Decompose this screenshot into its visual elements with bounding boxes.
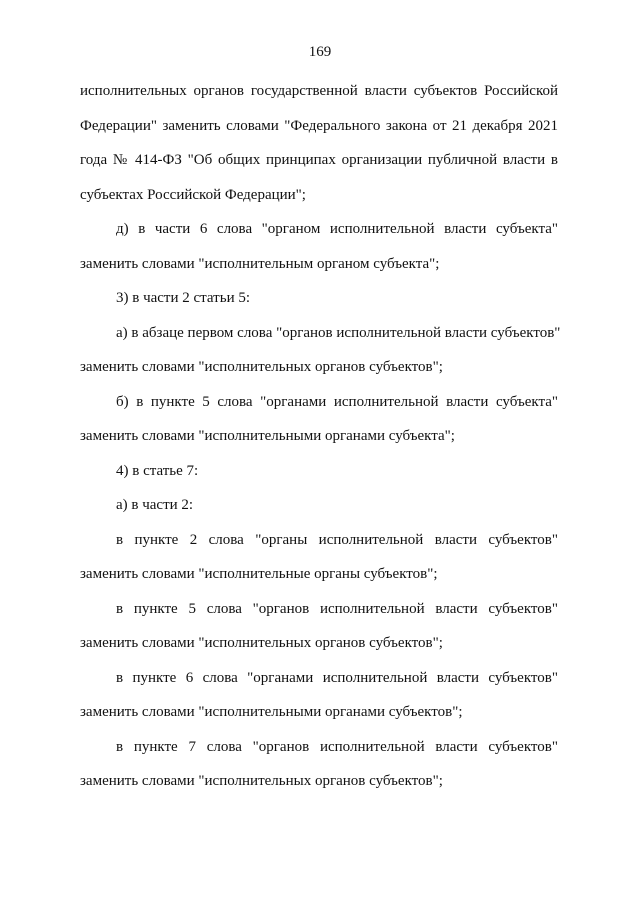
text-line: в пункте 2 слова "органы исполнительной власти субъектов" bbox=[116, 531, 558, 548]
text-line: б) в пункте 5 слова "органами исполнительной власти субъекта" bbox=[116, 393, 558, 410]
text-line: исполнительных органов государственной власти субъектов Российской bbox=[80, 83, 558, 99]
text-line: субъектах Российской Федерации"; bbox=[80, 186, 306, 203]
text-line: в пункте 7 слова "органов исполнительной власти субъектов" bbox=[116, 738, 558, 755]
text-line: Федерации" заменить словами "Федерального закона от 21 декабря 2021 bbox=[80, 117, 558, 134]
text-line: заменить словами "исполнительных органов субъектов"; bbox=[80, 773, 443, 789]
text-line: д) в части 6 слова "органом исполнительной власти субъекта" bbox=[116, 221, 558, 237]
text-line: года № 414-ФЗ "Об общих принципах организации публичной власти в bbox=[80, 152, 558, 168]
text-line: 3) в части 2 статьи 5: bbox=[116, 290, 251, 306]
page-number: 169 bbox=[308, 44, 332, 60]
text-line: в пункте 6 слова "органами исполнительной власти субъектов" bbox=[116, 669, 558, 686]
text-line: 4) в статье 7: bbox=[116, 462, 199, 479]
text-line: заменить словами "исполнительные органы субъектов"; bbox=[80, 566, 438, 582]
document-body bbox=[80, 74, 561, 799]
text-line: заменить словами "исполнительными органами субъекта"; bbox=[80, 428, 455, 444]
text-line: а) в части 2: bbox=[116, 497, 194, 513]
text-line: заменить словами "исполнительных органов субъектов"; bbox=[80, 635, 443, 651]
text-line: заменить словами "исполнительными органами субъектов"; bbox=[80, 704, 463, 720]
text-line: заменить словами "исполнительным органом субъекта"; bbox=[80, 255, 440, 272]
text-line: заменить словами "исполнительных органов субъектов"; bbox=[80, 359, 443, 375]
text-line: в пункте 5 слова "органов исполнительной власти субъектов" bbox=[116, 600, 558, 617]
text-line: а) в абзаце первом слова "органов исполнительной власти субъектов" bbox=[116, 324, 561, 341]
